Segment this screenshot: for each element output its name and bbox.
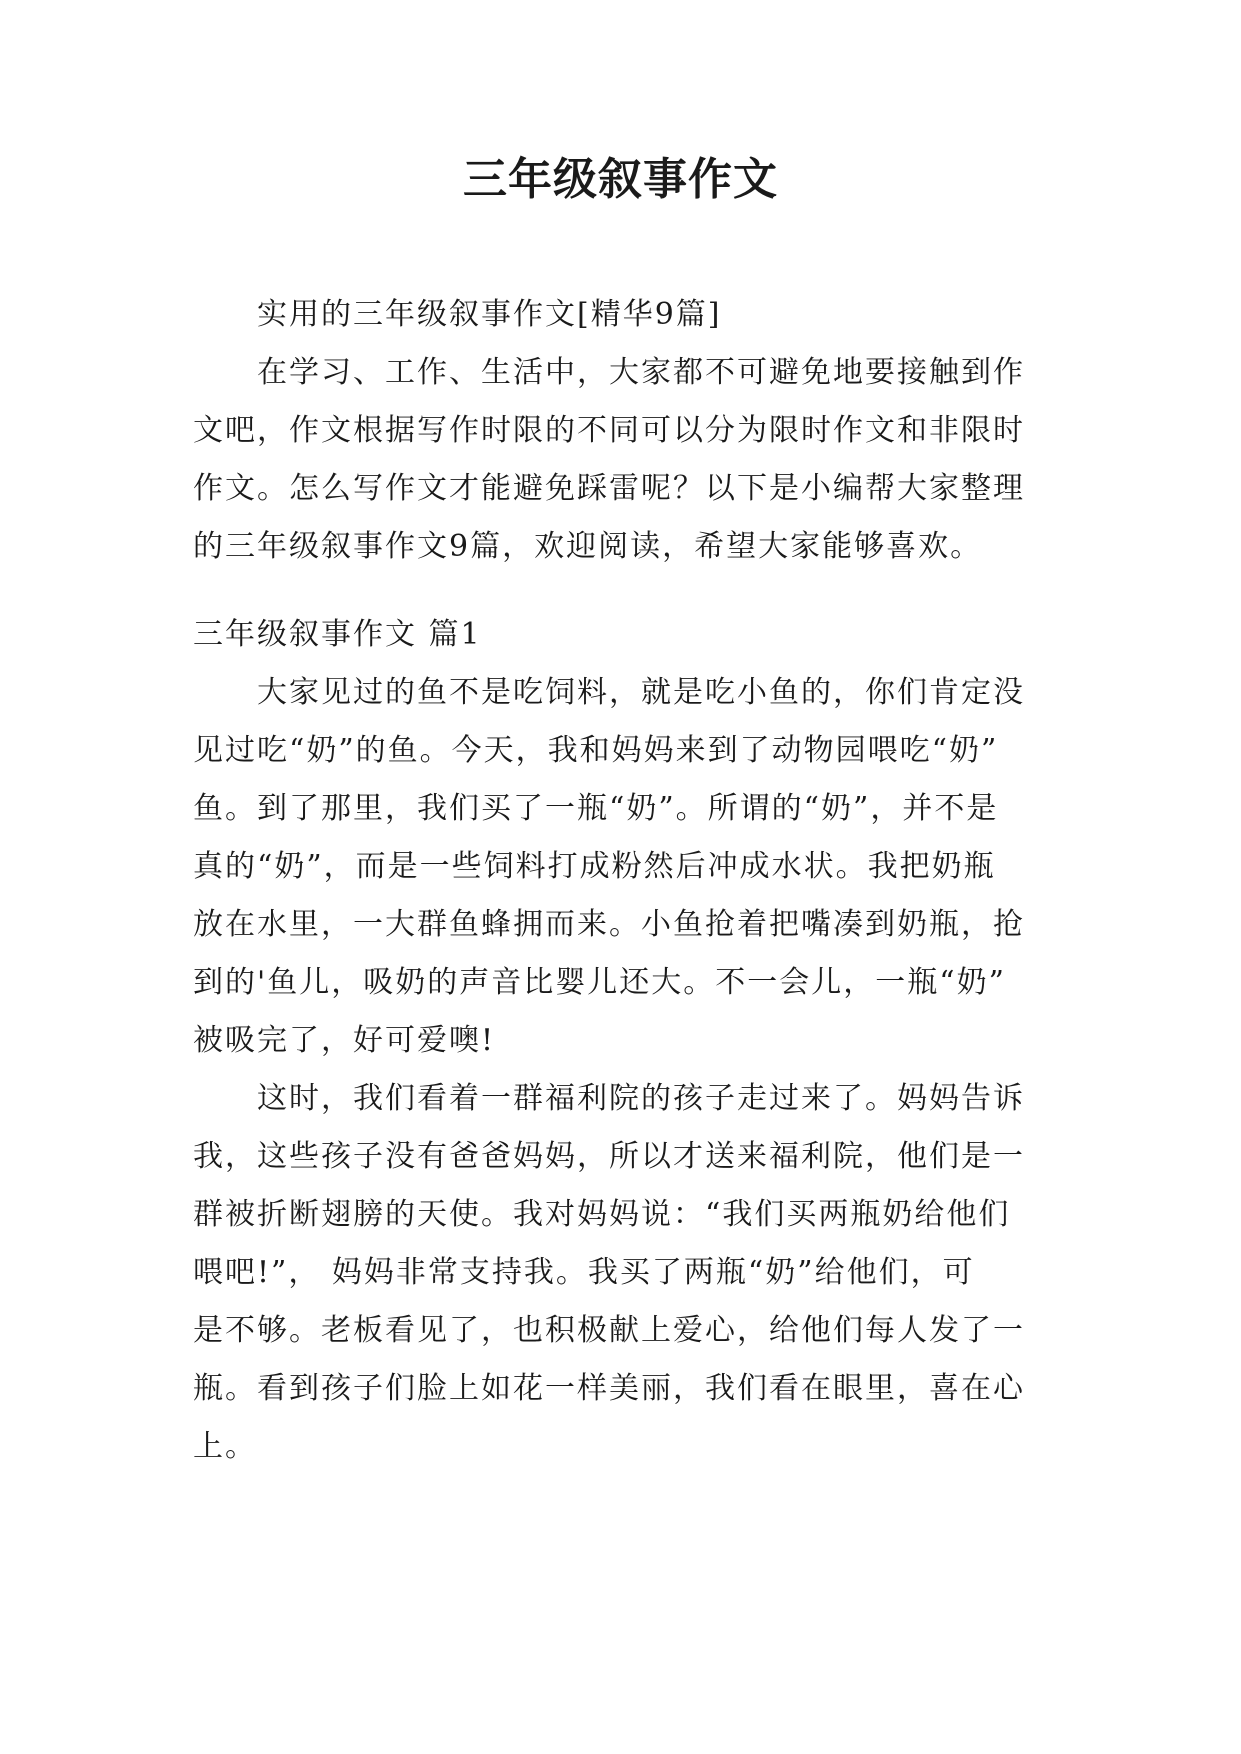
document-title: 三年级叙事作文	[463, 154, 778, 205]
intro-line: 作文。怎么写作文才能避免踩雷呢？以下是小编帮大家整理	[193, 471, 1025, 506]
subtitle-line: 实用的三年级叙事作文[精华9篇]	[257, 297, 722, 332]
paragraph-line: 是不够。老板看见了，也积极献上爱心，给他们每人发了一	[193, 1313, 1025, 1348]
intro-line: 文吧，作文根据写作时限的不同可以分为限时作文和非限时	[193, 413, 1025, 448]
paragraph-line: 鱼。到了那里，我们买了一瓶“奶”。所谓的“奶”，并不是	[193, 791, 999, 826]
paragraph-line: 放在水里，一大群鱼蜂拥而来。小鱼抢着把嘴凑到奶瓶，抢	[193, 907, 1025, 942]
paragraph-line: 被吸完了，好可爱噢!	[193, 1023, 496, 1058]
paragraph-line: 瓶。看到孩子们脸上如花一样美丽，我们看在眼里，喜在心	[193, 1371, 1025, 1406]
paragraph-line: 见过吃“奶”的鱼。今天，我和妈妈来到了动物园喂吃“奶”	[193, 733, 999, 768]
section-gap	[193, 576, 1063, 606]
paragraph-line: 喂吧!”， 妈妈非常支持我。我买了两瓶“奶”给他们，可	[193, 1255, 975, 1290]
paragraph-line: 上。	[193, 1429, 257, 1464]
paragraph-line: 到的'鱼儿，吸奶的声音比婴儿还大。不一会儿，一瓶“奶”	[193, 965, 1006, 1000]
paragraph-line: 群被折断翅膀的天使。我对妈妈说：“我们买两瓶奶给他们	[193, 1197, 1011, 1232]
section-heading: 三年级叙事作文 篇1	[193, 617, 482, 652]
paragraph-line: 这时，我们看着一群福利院的孩子走过来了。妈妈告诉	[257, 1081, 1025, 1116]
document-body	[193, 286, 1063, 1476]
paragraph-line: 真的“奶”，而是一些饲料打成粉然后冲成水状。我把奶瓶	[193, 849, 996, 884]
intro-line: 的三年级叙事作文9篇，欢迎阅读，希望大家能够喜欢。	[193, 529, 983, 564]
intro-line: 在学习、工作、生活中，大家都不可避免地要接触到作	[257, 355, 1025, 390]
paragraph-line: 大家见过的鱼不是吃饲料，就是吃小鱼的，你们肯定没	[257, 675, 1025, 710]
paragraph-line: 我，这些孩子没有爸爸妈妈，所以才送来福利院，他们是一	[193, 1139, 1025, 1174]
